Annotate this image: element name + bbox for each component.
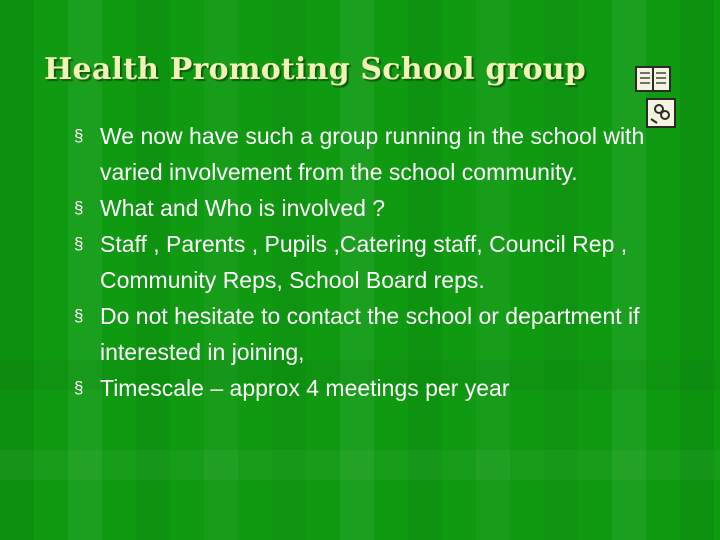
- bullet-item: [74, 298, 694, 370]
- bullet-text: We now have such a group running in the school with varied involvement from the school community.: [100, 123, 645, 185]
- bullet-item: [74, 190, 694, 226]
- bullet-text: Timescale – approx 4 meetings per year: [100, 375, 510, 401]
- bullet-marker: §: [74, 306, 84, 325]
- bullet-text: Staff , Parents , Pupils ,Catering staff, Council Rep , Community Reps, School Board reps.: [100, 231, 628, 293]
- slide-title: Health Promoting School group: [44, 52, 586, 87]
- bullet-item: [74, 226, 694, 298]
- bullet-text: What and Who is involved ?: [100, 195, 386, 221]
- bullet-marker: §: [74, 198, 84, 217]
- bullet-marker: §: [74, 234, 84, 253]
- bullet-list: [74, 118, 694, 406]
- bullet-marker: §: [74, 378, 84, 397]
- bullet-marker: §: [74, 126, 84, 145]
- bullet-item: [74, 118, 694, 190]
- bullet-text: Do not hesitate to contact the school or department if interested in joining,: [100, 303, 640, 365]
- bullet-item: [74, 370, 694, 406]
